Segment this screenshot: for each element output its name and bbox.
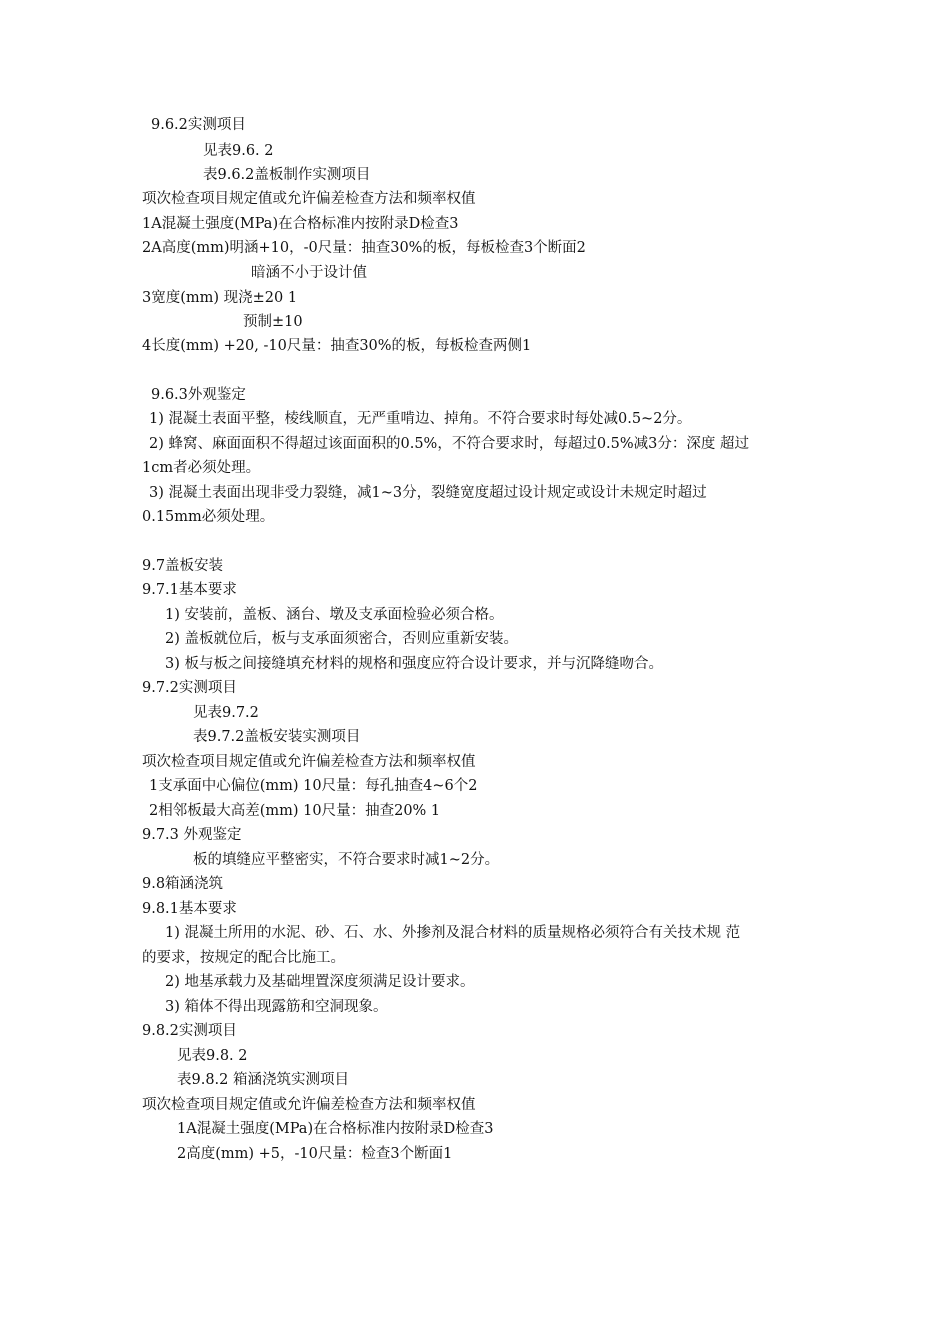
paragraph: 板的填缝应平整密实，不符合要求时减1~2分。 [193, 852, 500, 868]
table-reference: 见表9.6. 2 [203, 143, 274, 159]
section-heading-9-6-2: 9.6.2实测项目 [151, 117, 246, 133]
table-row: 2相邻板最大高差(mm) 10尺量：抽查20% 1 [149, 803, 441, 819]
list-item-continuation: 0.15mm必须处理。 [142, 509, 275, 525]
section-heading-9-7-2: 9.7.2实测项目 [142, 680, 237, 696]
section-heading-9-8: 9.8箱涵浇筑 [142, 876, 224, 892]
section-heading-9-7-1: 9.7.1基本要求 [142, 582, 237, 598]
table-row: 4长度(mm) +20, -10尺量：抽查30%的板，每板检查两侧1 [142, 338, 532, 354]
list-item: 2) 地基承载力及基础埋置深度须满足设计要求。 [165, 974, 475, 990]
section-heading-9-7-3: 9.7.3 外观鉴定 [142, 827, 242, 843]
table-header: 项次检查项目规定值或允许偏差检查方法和频率权值 [142, 1097, 476, 1113]
table-caption: 表9.8.2 箱涵浇筑实测项目 [177, 1072, 350, 1088]
section-heading-9-6-3: 9.6.3外观鉴定 [151, 387, 246, 403]
list-item: 1) 混凝土表面平整，棱线顺直，无严重啃边、掉角。不符合要求时每处减0.5~2分。 [149, 411, 692, 427]
table-row: 1支承面中心偏位(mm) 10尺量：每孔抽查4~6个2 [149, 778, 478, 794]
table-header: 项次检查项目规定值或允许偏差检查方法和频率权值 [142, 191, 476, 207]
section-heading-9-8-1: 9.8.1基本要求 [142, 901, 237, 917]
list-item: 1) 混凝土所用的水泥、砂、石、水、外掺剂及混合材料的质量规格必须符合有关技术规 范 [165, 925, 741, 941]
list-item: 1) 安装前，盖板、涵台、墩及支承面检验必须合格。 [165, 607, 504, 623]
table-row: 3宽度(mm) 现浇±20 1 [142, 290, 298, 306]
table-row-continuation: 暗涵不小于设计值 [251, 265, 367, 281]
list-item-continuation: 的要求，按规定的配合比施工。 [142, 950, 345, 966]
section-heading-9-7: 9.7盖板安装 [142, 558, 224, 574]
list-item: 2) 蜂窝、麻面面积不得超过该面面积的0.5%，不符合要求时，每超过0.5%减3分：深度 超过 [149, 436, 749, 452]
list-item: 3) 箱体不得出现露筋和空洞现象。 [165, 999, 388, 1015]
table-row: 1A混凝土强度(MPa)在合格标准内按附录D检查3 [177, 1121, 494, 1137]
list-item: 2) 盖板就位后，板与支承面须密合，否则应重新安装。 [165, 631, 518, 647]
list-item: 3) 混凝土表面出现非受力裂缝，减1~3分，裂缝宽度超过设计规定或设计未规定时超过 [149, 485, 707, 501]
table-caption: 表9.6.2盖板制作实测项目 [203, 167, 371, 183]
table-row: 1A混凝土强度(MPa)在合格标准内按附录D检查3 [142, 216, 459, 232]
list-item-continuation: 1cm者必须处理。 [142, 460, 261, 476]
table-row-continuation: 预制±10 [243, 314, 303, 330]
table-caption: 表9.7.2盖板安装实测项目 [193, 729, 361, 745]
table-reference: 见表9.8. 2 [177, 1048, 248, 1064]
table-row: 2A高度(mm)明涵+10，-0尺量：抽查30%的板，每板检查3个断面2 [142, 240, 586, 256]
list-item: 3) 板与板之间接缝填充材料的规格和强度应符合设计要求，并与沉降缝吻合。 [165, 656, 663, 672]
section-heading-9-8-2: 9.8.2实测项目 [142, 1023, 237, 1039]
table-header: 项次检查项目规定值或允许偏差检查方法和频率权值 [142, 754, 476, 770]
table-row: 2高度(mm) +5，-10尺量：检查3个断面1 [177, 1146, 453, 1162]
table-reference: 见表9.7.2 [193, 705, 259, 721]
